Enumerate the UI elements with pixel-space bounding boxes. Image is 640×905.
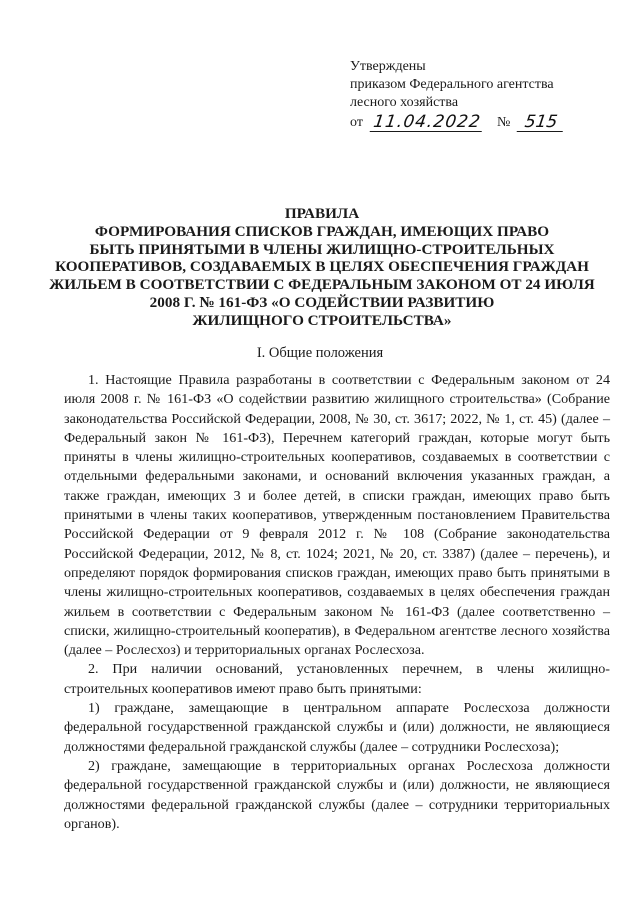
paragraph-1: 1. Настоящие Правила разработаны в соответствии с Федеральным законом от 24 июля 2008 г. № 161-ФЗ «О содействии развитию жилищного строительства» (Собрание законодательства Российской Федерации, 2008, № 30, ст. 3617; 2022, № 1, ст. 45) (далее – Федеральный закон № 161-ФЗ), Перечнем категорий граждан, которые могут быть приняты в члены жилищно-строительных кооперативов, создаваемых в соответствии с отдельными федеральными законами, и оснований включения указанных граждан, а также граждан, имеющих 3 и более детей, в списки граждан, имеющих право быть принятыми в члены таких кооперативов, утвержденным постановлением Правительства Российской Федерации от 9 февраля 2012 г. № 108 (Собрание законодательства Российской Федерации, 2012, № 8, ст. 1024; 2021, № 20, ст. 3387) (далее – перечень), и определяют порядок формирования списков граждан, имеющих право быть принятыми в члены жилищно-строительных кооперативов, создаваемых в целях обеспечения граждан жильем в соответствии с Федеральным законом № 161-ФЗ (далее соответственно – списки, жилищно-строительный кооператив), в Федеральном агентстве лесного хозяйства (далее – Рослесхоз) и территориальных органах Рослесхоза.	[64, 372, 610, 659]
handwritten-number: 515	[517, 113, 566, 132]
title-line: ЖИЛЬЕМ В СООТВЕТСТВИИ С ФЕДЕРАЛЬНЫМ ЗАКОНОМ ОТ 24 ИЮЛЯ	[49, 276, 595, 294]
title-line: БЫТЬ ПРИНЯТЫМИ В ЧЛЕНЫ ЖИЛИЩНО-СТРОИТЕЛЬНЫХ	[89, 240, 555, 258]
paragraph-2: 2. При наличии оснований, установленных перечнем, в члены жилищно-строительных кооперативов имеют право быть принятыми:	[64, 661, 610, 697]
document-body	[64, 371, 610, 834]
section-heading: I. Общие положения	[256, 345, 384, 361]
number-label: №	[496, 115, 511, 130]
approval-line-agency: лесного хозяйства	[350, 95, 459, 110]
title-line: КООПЕРАТИВОВ, СОЗДАВАЕМЫХ В ЦЕЛЯХ ОБЕСПЕЧЕНИЯ ГРАЖДАН	[55, 258, 589, 276]
approval-date-row	[350, 113, 590, 132]
paragraph-2-item-1: 1) граждане, замещающие в центральном аппарате Рослесхоза должности федеральной государственной гражданской службы и (или) должности, не являющиеся должностями федеральной гражданской службы (далее – сотрудники Рослесхоза);	[64, 700, 610, 755]
title-line: ФОРМИРОВАНИЯ СПИСКОВ ГРАЖДАН, ИМЕЮЩИХ ПРАВО	[94, 222, 550, 240]
approval-block	[350, 58, 590, 132]
handwritten-date: 11.04.2022	[370, 113, 485, 132]
approval-line-approved: Утверждены	[350, 59, 426, 74]
approval-line-order: приказом Федерального агентства	[350, 77, 554, 92]
document-title	[48, 205, 596, 330]
title-line: 2008 Г. № 161-ФЗ «О СОДЕЙСТВИИ РАЗВИТИЮ	[149, 293, 495, 311]
title-heading: ПРАВИЛА	[284, 205, 360, 222]
paragraph-2-item-2: 2) граждане, замещающие в территориальных органах Рослесхоза должности федеральной государственной гражданской службы и (или) должности, не являющиеся должностями федеральной гражданской службы (далее – сотрудники территориальных органов).	[64, 757, 610, 832]
title-line: ЖИЛИЩНОГО СТРОИТЕЛЬСТВА»	[192, 311, 452, 329]
from-label: от	[350, 115, 363, 130]
